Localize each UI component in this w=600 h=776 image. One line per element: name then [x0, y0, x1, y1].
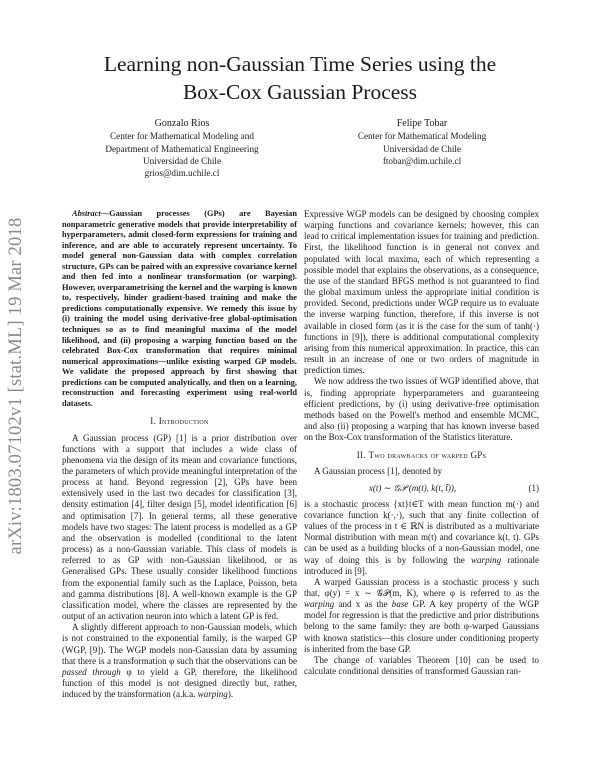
- text-run: A slightly different approach to non-Gaussian models, which is not constrained to the exponential family, is the warped GP (WGP, [9]). The WGP models non-Gaussian data by assuming that there is a transformation φ such that the observations can be: [62, 622, 297, 666]
- text-run: GP. A key property of the WGP model for regression is that the predictive and prior distributions belong to the same family: they are both φ-warped Gaussians with known statistics—this closure under conditioning property is inherited from the base GP.: [304, 599, 540, 654]
- author-block-2: [302, 118, 542, 167]
- abstract-label: Abstract: [72, 209, 101, 218]
- text-run: and x as the: [334, 599, 392, 610]
- equation-body: x(t) ∼ 𝒢𝒫 (m(t), k(t, t̃)),: [368, 482, 457, 493]
- author-affiliation: Universidad de Chile: [142, 155, 222, 166]
- author-affiliation: Universidad de Chile: [382, 143, 462, 154]
- emphasis: base: [391, 599, 409, 610]
- left-column: [62, 209, 297, 700]
- emphasis: warping: [471, 554, 502, 565]
- section-numeral: II.: [356, 450, 369, 461]
- section-title: Introduction: [158, 416, 209, 427]
- paragraph: The change of variables Theorem [10] can be used to calculate conditional densities of transformed Gaussian ran-: [304, 654, 539, 677]
- author-affiliation: Center for Mathematical Modeling: [357, 131, 487, 142]
- section-title: Two drawbacks of warped GPs: [368, 450, 487, 461]
- text-run: ).: [227, 689, 234, 700]
- section-numeral: I.: [150, 416, 159, 427]
- text-run: rationale introduced in [9].: [304, 554, 539, 576]
- equation-1: [304, 483, 539, 494]
- paragraph: [304, 577, 539, 655]
- abstract-text: —Gaussian processes (GPs) are Bayesian nonparametric generative models that provide interpretability of hyperparameters, admit closed-form expressions for training and inference, and are able to accurately represent uncertainty. To model general non-Gaussian data with complex correlation structure, GPs can be paired with an expressive covariance kernel and then fed into a nonlinear transformation (or warping). However, overparametrising the kernel and the warping is known to, respectively, hinder gradient-based training and make the predictions computationally expensive. We remedy this issue by (i) training the model using derivative-free global-optimisation techniques so as to find meaningful maxima of the model likelihood, and (ii) proposing a warping function based on the celebrated Box-Cox transformation that requires minimal numerical approximations—unlike existing warped GP models. We validate the proposed approach by first showing that predictions can be computed analytically, and then on a learning, reconstruction and forecasting experiment using real-world datasets.: [62, 209, 297, 408]
- title-line-1: Learning non-Gaussian Time Series using the: [103, 52, 497, 76]
- paragraph: [304, 499, 539, 577]
- arxiv-watermark: arXiv:1803.07102v1 [stat.ML] 19 Mar 2018: [6, 217, 26, 555]
- emphasis: warping: [197, 689, 228, 700]
- author-email: grios@dim.uchile.cl: [144, 168, 220, 179]
- author-affiliation: Center for Mathematical Modeling and: [110, 131, 254, 142]
- author-name: Felipe Tobar: [396, 118, 448, 129]
- paragraph: A Gaussian process [1], denoted by: [314, 466, 443, 477]
- text-run: A warped Gaussian process is a stochastic process y such that, φ(y) = x ∼ 𝒢𝒫(m, K), where φ is referred to as the: [304, 576, 539, 598]
- emphasis: passed through: [62, 666, 121, 677]
- text-run: φ to yield a GP, therefore, the likelihood function of this model is not designed directly but, rather, induced by the transformation (a.k.a.: [62, 666, 297, 700]
- abstract: [62, 209, 297, 409]
- paragraph: [62, 622, 297, 700]
- paragraph: We now address the two issues of WGP identified above, that is, finding appropriate hyperparameters and guaranteeing efficient predictions, by (i) using derivative-free optimisation methods based on the Powell's method and ensemble MCMC, and also (ii) proposing a warping that has known inverse based on the Box-Cox transformation of the Statistics literature.: [304, 376, 539, 443]
- author-block-1: [62, 118, 302, 179]
- right-column: [304, 209, 539, 677]
- author-affiliation: Department of Mathematical Engineering: [105, 143, 259, 154]
- section-heading-drawbacks: [304, 450, 539, 461]
- title-line-2: Box-Cox Gaussian Process: [182, 80, 418, 104]
- paragraph: Expressive WGP models can be designed by choosing complex warping functions and covariance kernels; however, this can lead to critical implementation issues for training and prediction. First, the likelihood function is in general not convex and populated with local maxima, each of which representing a possible model that explains the observations, as a consequence, the use of the standard BFGS method is not guaranteed to find the global maximum unless the appropriate initial condition is provided. Second, predictions under WGP require us to evaluate the inverse warping function, therefore, if this inverse is not available in closed form (as it is the case for the sum of tanh(·) functions in [9]), there is additional computational complexity arising from this numerical approximation. In practice, this can result in an increase of one or two orders of magnitude in prediction times.: [304, 209, 539, 376]
- text-run: is a stochastic process {xt}t∈T with mean function m(·) and covariance function k(·,·), such that any finite collection of values of the process in t ∈ ℝN is distributed as a multivariate Normal distribution with mean m(t) and covariance k(t, t). GPs can be used as a building blocks of a non-Gaussian model, one way of doing this is by following the: [304, 498, 539, 565]
- equation-number: (1): [528, 482, 539, 493]
- paragraph: A Gaussian process (GP) [1] is a prior distribution over functions with a support that includes a wide class of phenomena via the design of its mean and covariance functions, the parameters of which provide meaningful interpretation of the process at hand. Beyond regression [2], GPs have been extensively used in the last two decades for classification [3], density estimation [4], filter design [5], model identification [6] and optimisation [7]. In general terms, all these generative models have two stages: The latent process is modelled as a GP and the observation is modelled (conditional to the latent process) as a non-Gaussian variable. This class of models is referred to as GP with non-Gaussian likelihood, or as Generalised GPs. These usually consider likelihood functions from the exponential family such as the Laplace, Poisson, beta and gamma distributions [8]. A well-known example is the GP classification model, where the classes are represented by the output of an activation neuron into which a latent GP is fed.: [62, 432, 297, 622]
- paper-title: [60, 50, 540, 106]
- author-email: ftobar@dim.uchile.cl: [382, 155, 462, 166]
- section-heading-introduction: [62, 416, 297, 427]
- emphasis: warping: [304, 599, 335, 610]
- author-name: Gonzalo Rios: [154, 118, 210, 129]
